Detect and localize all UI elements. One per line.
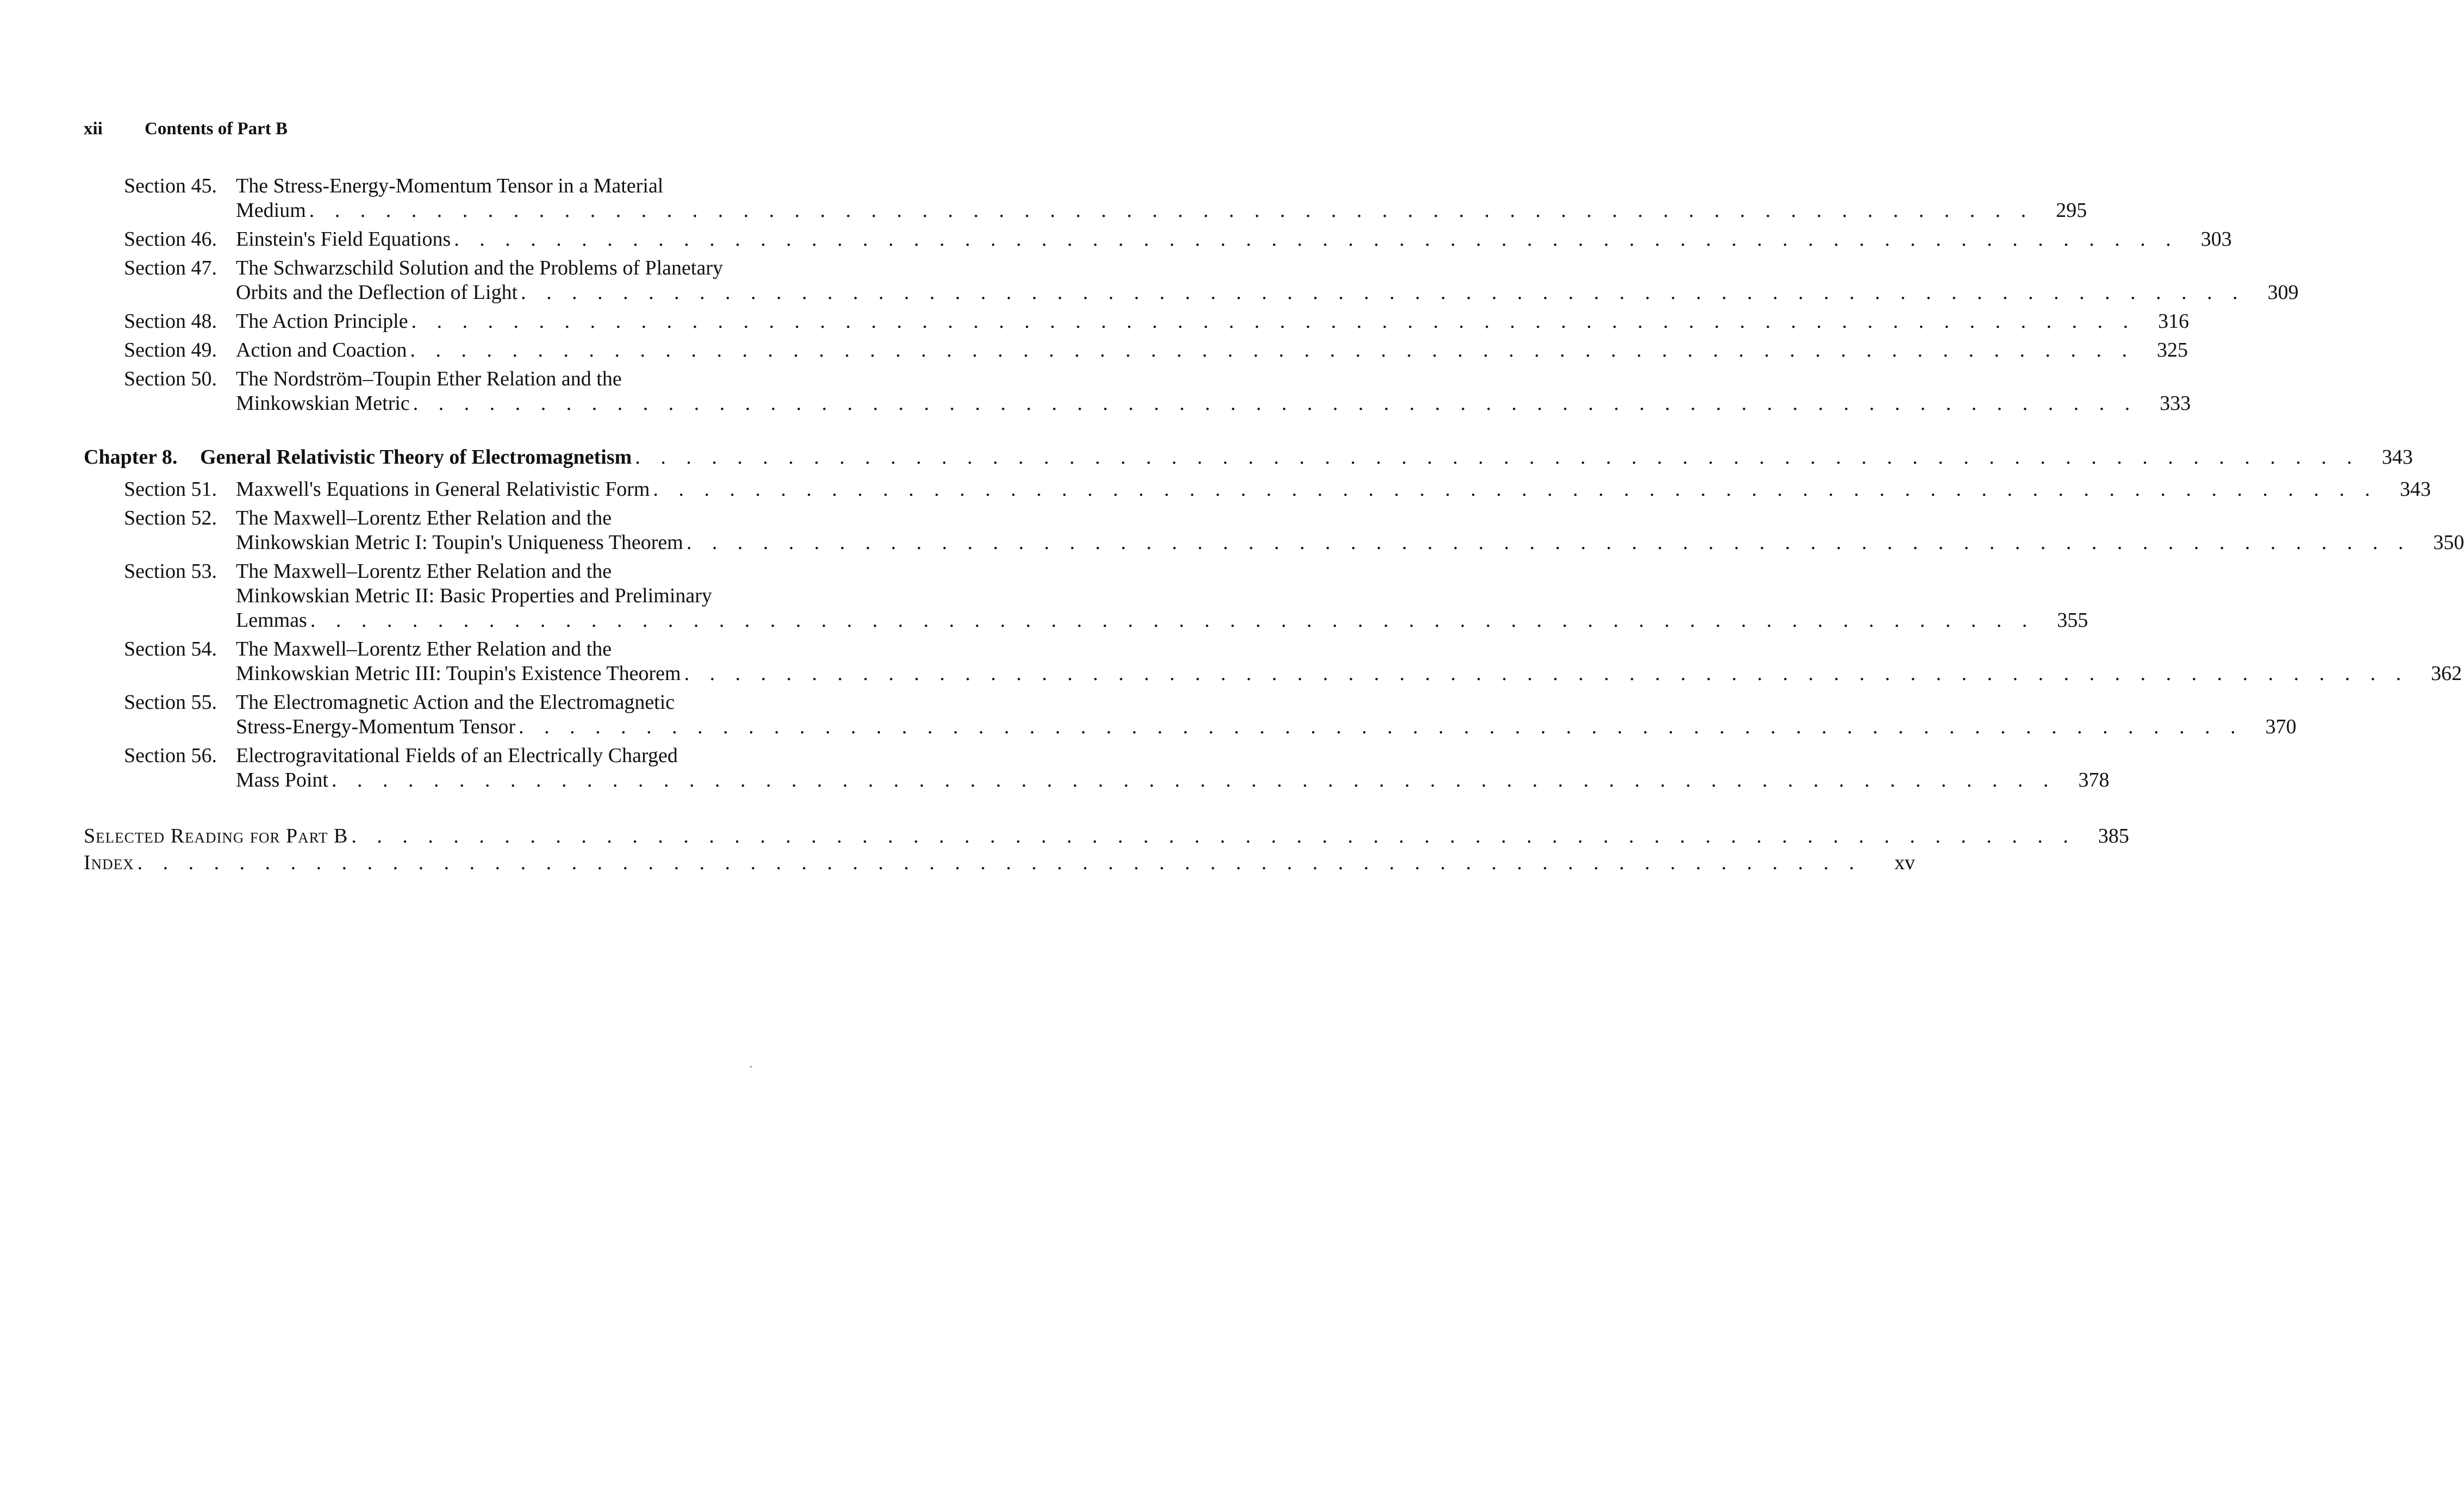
dot-leader: . . . . . . . . . . . . . . . . . . . . . . . . . . . . . . . . . . . . . . . . . . . . . . . . . . . . . . . . . . . . . . . . . . . .	[411, 310, 2136, 333]
section-title-line	[236, 637, 812, 662]
section-page-number: 378	[2078, 769, 2110, 791]
section-title-text: Action and Coaction	[236, 339, 407, 361]
dot-leader: . . . . . . . . . . . . . . . . . . . . . . . . . . . . . . . . . . . . . . . . . . . . . . . . . . . . . . . . . . . . . . . . . . . .	[137, 851, 1862, 874]
section-title-text: Minkowskian Metric III: Toupin's Existence Theorem	[236, 662, 681, 685]
print-speck	[750, 1066, 752, 1068]
toc-section-entry	[84, 506, 2464, 555]
toc-section-entry	[84, 690, 2297, 739]
section-title-text: The Electromagnetic Action and the Electromagnetic	[236, 691, 675, 714]
section-title-text: Stress-Energy-Momentum Tensor	[236, 715, 516, 738]
section-page-number: 303	[2200, 228, 2232, 251]
dot-leader: . . . . . . . . . . . . . . . . . . . . . . . . . . . . . . . . . . . . . . . . . . . . . . . . . . . . . . . . . . . . . . . . . . . .	[410, 339, 2135, 361]
chapter-title: General Relativistic Theory of Electromagnetism	[200, 446, 632, 469]
section-label: Section 54.	[124, 638, 217, 660]
section-page-number: 370	[2265, 715, 2297, 738]
toc-section-entry	[84, 309, 2189, 334]
section-title-text: The Action Principle	[236, 310, 408, 333]
toc-section-entry	[84, 367, 2191, 416]
dot-leader: . . . . . . . . . . . . . . . . . . . . . . . . . . . . . . . . . . . . . . . . . . . . . . . . . . . . . . . . . . . . . . . . . . . .	[331, 769, 2056, 791]
section-title-line	[236, 690, 812, 715]
section-label: Section 47.	[124, 257, 217, 279]
back-matter-entry-reading	[84, 824, 2129, 849]
section-title-line	[236, 367, 812, 391]
section-page-number: 316	[2158, 310, 2189, 333]
section-title-line	[236, 338, 2188, 363]
section-label: Section 51.	[124, 478, 217, 501]
section-page-number: 325	[2156, 339, 2188, 361]
toc-section-entry	[84, 338, 2188, 363]
section-title-line	[236, 391, 2191, 416]
section-title-line	[236, 256, 812, 280]
section-title-text: Minkowskian Metric	[236, 392, 410, 415]
back-matter-entry-index	[84, 851, 1916, 875]
section-title-line	[236, 744, 812, 768]
section-title-line	[236, 531, 2464, 555]
back-matter-page-number: 385	[2098, 825, 2129, 847]
section-label: Section 49.	[124, 339, 217, 361]
section-title-text: Maxwell's Equations in General Relativistic Form	[236, 478, 650, 501]
section-title-line	[236, 309, 2189, 334]
back-matter-title: Index	[84, 851, 134, 874]
section-label: Section 48.	[124, 310, 217, 333]
dot-leader: . . . . . . . . . . . . . . . . . . . . . . . . . . . . . . . . . . . . . . . . . . . . . . . . . . . . . . . . . . . . . . . . . . . .	[519, 715, 2243, 738]
running-head	[84, 119, 288, 139]
section-title-text: Orbits and the Deflection of Light	[236, 281, 518, 304]
section-label: Section 56.	[124, 744, 217, 767]
chapter-page-number: 343	[2381, 446, 2413, 469]
section-title-text: Medium	[236, 199, 306, 222]
section-title-text: Electrogravitational Fields of an Electrically Charged	[236, 744, 678, 767]
section-group-chapter-8	[84, 477, 2464, 793]
chapter-line	[84, 445, 2413, 470]
section-title-text: Minkowskian Metric II: Basic Properties and Preliminary	[236, 584, 712, 607]
section-title-line	[236, 174, 812, 198]
section-title-text: The Maxwell–Lorentz Ether Relation and the	[236, 560, 612, 583]
section-title-line	[236, 227, 2232, 252]
section-page-number: 343	[2399, 478, 2431, 501]
section-label: Section 45.	[124, 174, 217, 197]
section-title-text: Mass Point	[236, 769, 328, 791]
section-title-text: Lemmas	[236, 609, 307, 632]
dot-leader: . . . . . . . . . . . . . . . . . . . . . . . . . . . . . . . . . . . . . . . . . . . . . . . . . . . . . . . . . . . . . . . . . . . .	[521, 281, 2245, 304]
back-matter	[84, 824, 2129, 875]
section-label: Section 53.	[124, 560, 217, 583]
chapter-entry	[84, 445, 2413, 470]
dot-leader: . . . . . . . . . . . . . . . . . . . . . . . . . . . . . . . . . . . . . . . . . . . . . . . . . . . . . . . . . . . . . . . . . . . .	[413, 392, 2138, 415]
back-matter-page-number: xv	[1894, 851, 1916, 874]
back-matter-line	[84, 851, 1916, 875]
page-folio: xii	[84, 119, 103, 139]
section-title-text: The Stress-Energy-Momentum Tensor in a Material	[236, 174, 664, 197]
toc-section-entry	[84, 256, 2299, 305]
section-label: Section 55.	[124, 691, 217, 714]
toc-section-entry	[84, 174, 2087, 223]
dot-leader: . . . . . . . . . . . . . . . . . . . . . . . . . . . . . . . . . . . . . . . . . . . . . . . . . . . . . . . . . . . . . . . . . . . .	[454, 228, 2179, 251]
dot-leader: . . . . . . . . . . . . . . . . . . . . . . . . . . . . . . . . . . . . . . . . . . . . . . . . . . . . . . . . . . . . . . . . . . . .	[351, 825, 2076, 847]
section-page-number: 350	[2433, 531, 2464, 554]
section-group-chapter-7	[84, 174, 2299, 416]
back-matter-title: Selected Reading for Part B	[84, 825, 348, 847]
section-title-line	[236, 768, 2110, 793]
section-page-number: 295	[2056, 199, 2087, 222]
dot-leader: . . . . . . . . . . . . . . . . . . . . . . . . . . . . . . . . . . . . . . . . . . . . . . . . . . . . . . . . . . . . . . . . . . . .	[310, 609, 2035, 632]
section-page-number: 333	[2160, 392, 2191, 415]
section-title-line	[236, 584, 812, 608]
section-title-line	[236, 662, 2462, 686]
section-title-line	[236, 715, 2297, 739]
section-title-text: The Maxwell–Lorentz Ether Relation and the	[236, 638, 612, 660]
back-matter-line	[84, 824, 2129, 849]
section-title-line	[236, 559, 812, 584]
section-title-line	[236, 280, 2299, 305]
section-title-text: The Maxwell–Lorentz Ether Relation and the	[236, 507, 612, 529]
section-label: Section 50.	[124, 367, 217, 390]
toc-section-entry	[84, 227, 2232, 252]
dot-leader: . . . . . . . . . . . . . . . . . . . . . . . . . . . . . . . . . . . . . . . . . . . . . . . . . . . . . . . . . . . . . . . . . . . .	[653, 478, 2378, 501]
section-title-line	[236, 477, 2431, 502]
section-title-line	[236, 198, 2087, 223]
section-title-text: The Nordström–Toupin Ether Relation and the	[236, 367, 622, 390]
toc-section-entry	[84, 637, 2462, 686]
toc-section-entry	[84, 559, 2088, 633]
section-title-line	[236, 506, 812, 531]
dot-leader: . . . . . . . . . . . . . . . . . . . . . . . . . . . . . . . . . . . . . . . . . . . . . . . . . . . . . . . . . . . . . . . . . . . .	[684, 662, 2409, 685]
section-label: Section 52.	[124, 507, 217, 529]
section-page-number: 309	[2267, 281, 2299, 304]
chapter-heading	[84, 445, 632, 470]
section-title-text: Einstein's Field Equations	[236, 228, 451, 251]
running-head-title: Contents of Part B	[145, 119, 288, 139]
section-title-line	[236, 608, 2088, 633]
section-page-number: 355	[2057, 609, 2088, 632]
chapter-label: Chapter 8.	[84, 446, 178, 469]
dot-leader: . . . . . . . . . . . . . . . . . . . . . . . . . . . . . . . . . . . . . . . . . . . . . . . . . . . . . . . . . . . . . . . . . . . .	[686, 531, 2411, 554]
toc-section-entry	[84, 477, 2431, 502]
dot-leader: . . . . . . . . . . . . . . . . . . . . . . . . . . . . . . . . . . . . . . . . . . . . . . . . . . . . . . . . . . . . . . . . . . . .	[309, 199, 2034, 222]
dot-leader: . . . . . . . . . . . . . . . . . . . . . . . . . . . . . . . . . . . . . . . . . . . . . . . . . . . . . . . . . . . . . . . . . . . .	[635, 446, 2360, 469]
section-title-text: The Schwarzschild Solution and the Problems of Planetary	[236, 257, 723, 279]
section-title-text: Minkowskian Metric I: Toupin's Uniqueness Theorem	[236, 531, 683, 554]
table-of-contents	[84, 174, 2464, 877]
toc-section-entry	[84, 744, 2110, 793]
section-page-number: 362	[2431, 662, 2462, 685]
section-label: Section 46.	[124, 228, 217, 251]
